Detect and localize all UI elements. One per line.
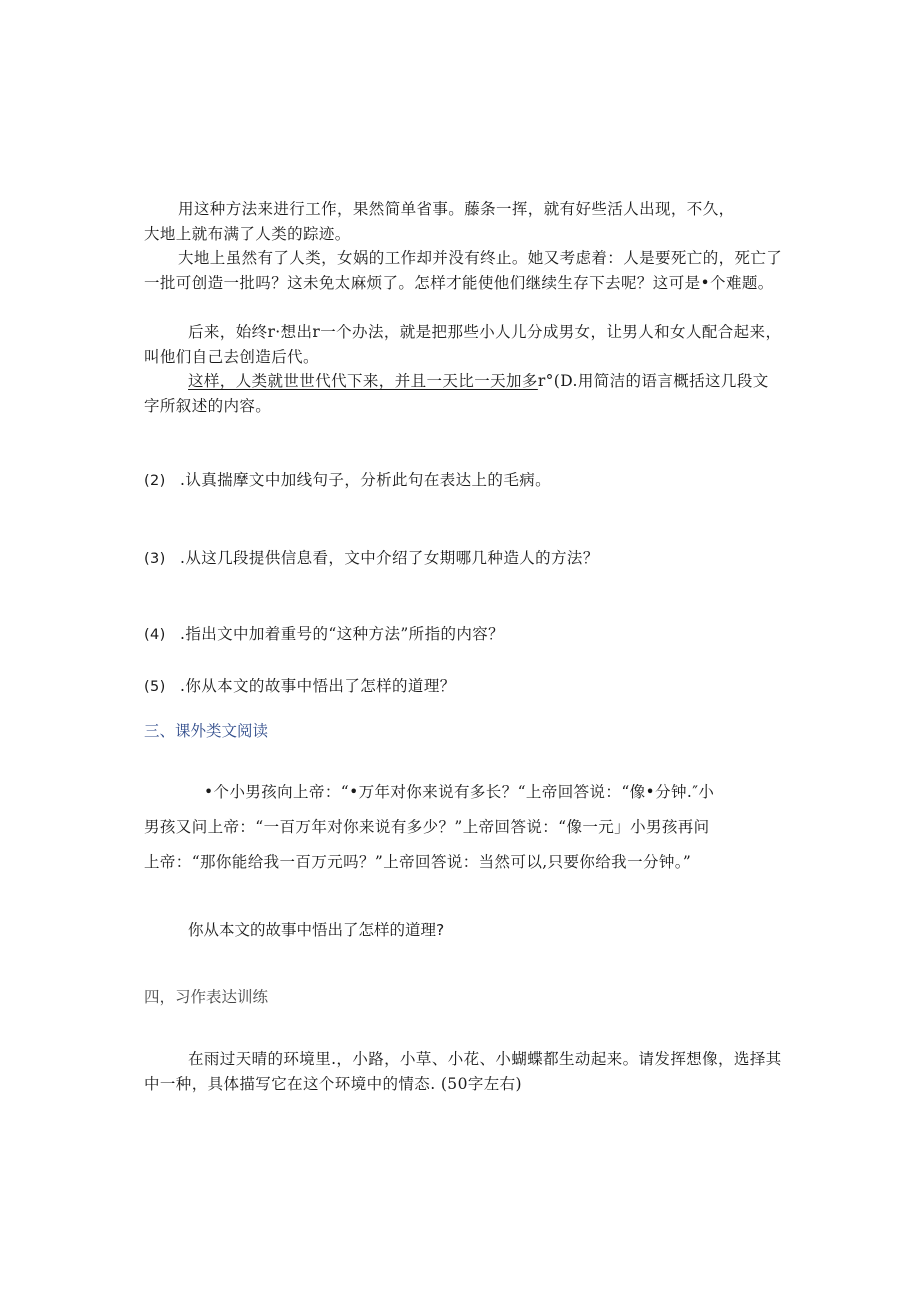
- section-3-prompt: 你从本文的故事中悟出了怎样的道理?: [188, 921, 445, 939]
- question-number: (4): [144, 627, 166, 643]
- passage-paragraph-1: [144, 197, 784, 247]
- passage-p1-line2: 大地上就布满了人类的踪迹。: [144, 225, 351, 243]
- story-line-1: •个小男孩向上帝：“•万年对你来说有多长？“上帝回答说：“像•分钟.″小: [204, 783, 715, 801]
- story-line-2: 男孩又问上帝：“一百万年对你来说有多少？”上帝回答说：“像一元」小男孩再问: [144, 818, 710, 836]
- passage-paragraph-3: 后来，始终r·想出r一个办法，就是把那些小人儿分成男女，让男人和女人配合起来，叫他们自己去创造后代。: [144, 323, 782, 366]
- passage-p1-line1: 用这种方法来进行工作，果然简单省事。藤条一挥，就有好些活人出现，不久，: [178, 200, 735, 218]
- question-5: [144, 674, 784, 699]
- story-line-3: 上帝：“那你能给我一百万元吗？”上帝回答说：当然可以,只要你给我一分钟。”: [144, 853, 692, 871]
- passage-paragraph-2: 大地上虽然有了人类，女娲的工作却并没有终止。她又考虑着：人是要死亡的，死亡了一批可创造一批吗？这未免太麻烦了。怎样才能使他们继续生存下去呢？这可是•个难题。: [144, 249, 783, 292]
- section-4-title: 四，习作表达训练: [144, 988, 269, 1006]
- question-text: .指出文中加着重号的“这种方法”所指的内容？: [180, 625, 505, 643]
- question-number: (5): [144, 679, 166, 695]
- question-3: [144, 546, 784, 571]
- section-4-text: 在雨过天晴的环境里.，小路，小草、小花、小蝴蝶都生动起来。请发挥想像，选择其中一种，具体描写它在这个环境中的情态. (50字左右): [144, 1050, 782, 1093]
- question-1-text: r°(D.用简洁的语言概括这几段文字所叙述的内容。: [144, 372, 769, 415]
- question-text: .你从本文的故事中悟出了怎样的道理？: [180, 677, 456, 695]
- question-number: (3): [144, 551, 166, 567]
- question-4: [144, 622, 784, 647]
- section-3-title: 三、课外类文阅读: [144, 722, 269, 740]
- section-3-story: [144, 775, 784, 880]
- question-text: .认真揣摩文中加线句子，分析此句在表达上的毛病。: [180, 471, 552, 489]
- passage-paragraph-4: [144, 369, 784, 419]
- question-2: [144, 468, 784, 493]
- question-text: .从这几段提供信息看，文中介绍了女期哪几种造人的方法？: [180, 549, 599, 567]
- underlined-sentence: 这样，人类就世世代代下来，并且一天比一天加多: [188, 372, 538, 390]
- question-number: (2): [144, 473, 166, 489]
